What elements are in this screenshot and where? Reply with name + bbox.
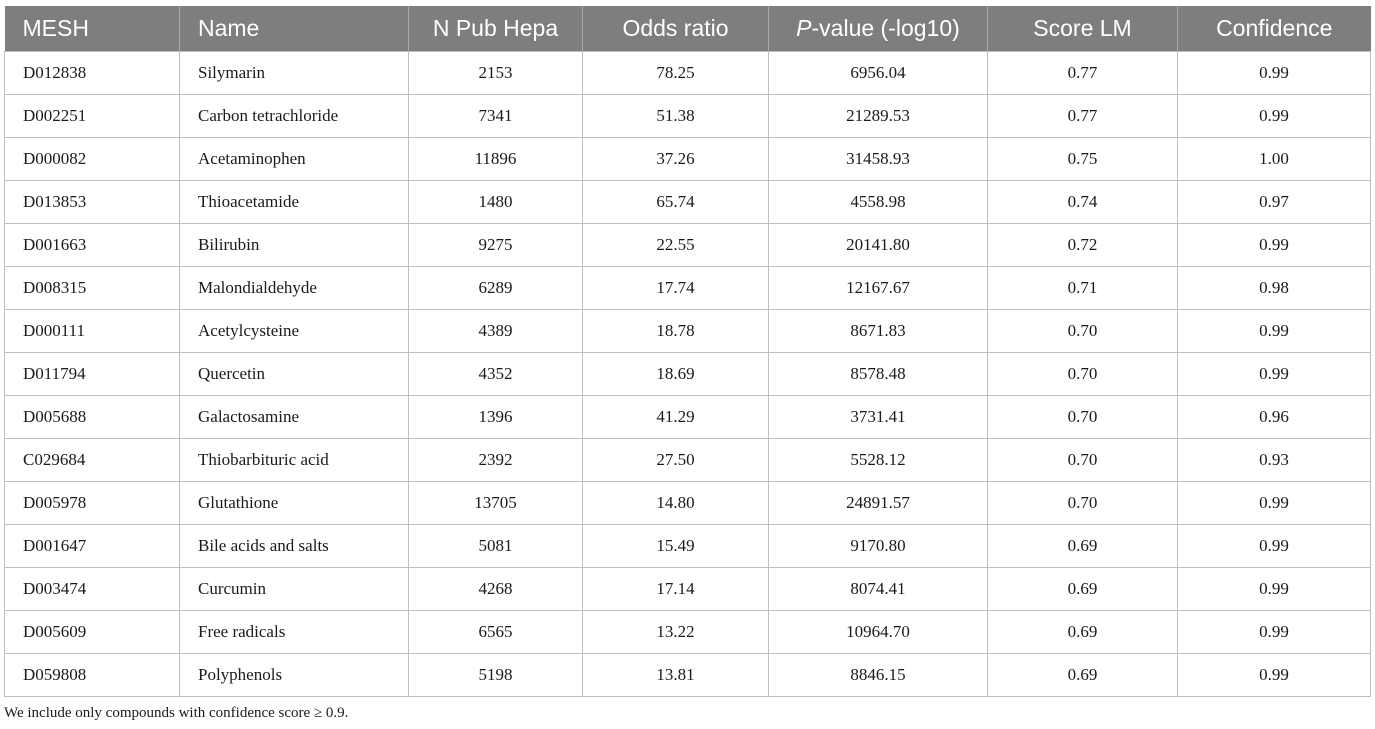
odds-ratio-cell: 15.49 xyxy=(583,525,769,568)
name-cell: Bile acids and salts xyxy=(180,525,409,568)
header-italic-part: P xyxy=(796,15,812,41)
table-row xyxy=(5,439,1371,482)
score-lm-cell: 0.70 xyxy=(988,439,1178,482)
score-lm-cell: 0.75 xyxy=(988,138,1178,181)
header-row xyxy=(5,6,1371,52)
name-cell: Thiobarbituric acid xyxy=(180,439,409,482)
p-value-cell: 8578.48 xyxy=(769,353,988,396)
table-row xyxy=(5,654,1371,697)
n-pub-hepa-cell: 4268 xyxy=(409,568,583,611)
n-pub-hepa-cell: 1480 xyxy=(409,181,583,224)
confidence-cell: 0.99 xyxy=(1178,353,1371,396)
n-pub-hepa-cell: 2392 xyxy=(409,439,583,482)
name-cell: Curcumin xyxy=(180,568,409,611)
odds-ratio-cell: 78.25 xyxy=(583,52,769,95)
score-lm-cell: 0.70 xyxy=(988,396,1178,439)
n-pub-hepa-cell: 9275 xyxy=(409,224,583,267)
p-value-header xyxy=(769,6,988,52)
confidence-cell: 0.99 xyxy=(1178,568,1371,611)
compound-table-container xyxy=(4,6,1370,697)
mesh-cell: D000082 xyxy=(5,138,180,181)
odds-ratio-cell: 27.50 xyxy=(583,439,769,482)
header-label: Odds ratio xyxy=(622,15,729,41)
header-label: Confidence xyxy=(1216,15,1333,41)
odds-ratio-cell: 22.55 xyxy=(583,224,769,267)
name-cell: Free radicals xyxy=(180,611,409,654)
odds-ratio-cell: 18.78 xyxy=(583,310,769,353)
confidence-cell: 0.99 xyxy=(1178,611,1371,654)
table-body xyxy=(5,52,1371,697)
table-row xyxy=(5,611,1371,654)
n-pub-hepa-cell: 11896 xyxy=(409,138,583,181)
n-pub-hepa-cell: 1396 xyxy=(409,396,583,439)
header-label: N Pub Hepa xyxy=(432,15,559,41)
mesh-cell: D005688 xyxy=(5,396,180,439)
table-row xyxy=(5,267,1371,310)
odds-ratio-cell: 51.38 xyxy=(583,95,769,138)
score-lm-cell: 0.70 xyxy=(988,353,1178,396)
confidence-cell: 0.99 xyxy=(1178,310,1371,353)
n-pub-hepa-cell: 7341 xyxy=(409,95,583,138)
p-value-cell: 20141.80 xyxy=(769,224,988,267)
confidence-cell: 0.99 xyxy=(1178,525,1371,568)
score-lm-cell: 0.77 xyxy=(988,95,1178,138)
name-header xyxy=(180,6,409,52)
mesh-cell: D013853 xyxy=(5,181,180,224)
p-value-cell: 10964.70 xyxy=(769,611,988,654)
table-row xyxy=(5,138,1371,181)
p-value-cell: 31458.93 xyxy=(769,138,988,181)
name-cell: Quercetin xyxy=(180,353,409,396)
score-lm-cell: 0.71 xyxy=(988,267,1178,310)
odds-ratio-header xyxy=(583,6,769,52)
odds-ratio-cell: 37.26 xyxy=(583,138,769,181)
n-pub-hepa-cell: 6565 xyxy=(409,611,583,654)
score-lm-cell: 0.74 xyxy=(988,181,1178,224)
table-row xyxy=(5,95,1371,138)
mesh-cell: D001647 xyxy=(5,525,180,568)
p-value-cell: 6956.04 xyxy=(769,52,988,95)
odds-ratio-cell: 13.81 xyxy=(583,654,769,697)
n-pub-hepa-cell: 5198 xyxy=(409,654,583,697)
compound-table xyxy=(4,6,1371,697)
p-value-cell: 8671.83 xyxy=(769,310,988,353)
odds-ratio-cell: 17.74 xyxy=(583,267,769,310)
p-value-cell: 21289.53 xyxy=(769,95,988,138)
name-cell: Silymarin xyxy=(180,52,409,95)
odds-ratio-cell: 65.74 xyxy=(583,181,769,224)
mesh-cell: D003474 xyxy=(5,568,180,611)
score-lm-cell: 0.69 xyxy=(988,568,1178,611)
name-cell: Thioacetamide xyxy=(180,181,409,224)
mesh-cell: D059808 xyxy=(5,654,180,697)
p-value-cell: 8074.41 xyxy=(769,568,988,611)
confidence-cell: 0.99 xyxy=(1178,654,1371,697)
score-lm-cell: 0.70 xyxy=(988,310,1178,353)
header-label: -value (-log10) xyxy=(811,15,960,41)
header-label: MESH xyxy=(22,15,89,41)
mesh-cell: D005978 xyxy=(5,482,180,525)
p-value-cell: 5528.12 xyxy=(769,439,988,482)
table-row xyxy=(5,52,1371,95)
table-row xyxy=(5,396,1371,439)
confidence-cell: 1.00 xyxy=(1178,138,1371,181)
mesh-cell: D001663 xyxy=(5,224,180,267)
name-cell: Bilirubin xyxy=(180,224,409,267)
odds-ratio-cell: 18.69 xyxy=(583,353,769,396)
p-value-cell: 9170.80 xyxy=(769,525,988,568)
p-value-cell: 8846.15 xyxy=(769,654,988,697)
n-pub-hepa-cell: 2153 xyxy=(409,52,583,95)
mesh-cell: C029684 xyxy=(5,439,180,482)
score-lm-cell: 0.69 xyxy=(988,525,1178,568)
confidence-cell: 0.99 xyxy=(1178,95,1371,138)
name-cell: Malondialdehyde xyxy=(180,267,409,310)
name-cell: Acetaminophen xyxy=(180,138,409,181)
n-pub-hepa-cell: 13705 xyxy=(409,482,583,525)
mesh-cell: D002251 xyxy=(5,95,180,138)
score-lm-cell: 0.77 xyxy=(988,52,1178,95)
score-lm-cell: 0.72 xyxy=(988,224,1178,267)
odds-ratio-cell: 14.80 xyxy=(583,482,769,525)
name-cell: Glutathione xyxy=(180,482,409,525)
table-row xyxy=(5,310,1371,353)
table-row xyxy=(5,353,1371,396)
header-label: Name xyxy=(198,15,260,41)
n-pub-hepa-cell: 4352 xyxy=(409,353,583,396)
mesh-cell: D012838 xyxy=(5,52,180,95)
table-row xyxy=(5,181,1371,224)
table-footnote: We include only compounds with confidence score ≥ 0.9. xyxy=(4,705,349,721)
table-row xyxy=(5,224,1371,267)
n-pub-hepa-cell: 5081 xyxy=(409,525,583,568)
score-lm-cell: 0.69 xyxy=(988,611,1178,654)
confidence-header xyxy=(1178,6,1371,52)
confidence-cell: 0.98 xyxy=(1178,267,1371,310)
confidence-cell: 0.97 xyxy=(1178,181,1371,224)
odds-ratio-cell: 41.29 xyxy=(583,396,769,439)
p-value-cell: 24891.57 xyxy=(769,482,988,525)
confidence-cell: 0.93 xyxy=(1178,439,1371,482)
table-row xyxy=(5,525,1371,568)
score-lm-cell: 0.70 xyxy=(988,482,1178,525)
mesh-cell: D005609 xyxy=(5,611,180,654)
n-pub-hepa-header xyxy=(409,6,583,52)
score-lm-cell: 0.69 xyxy=(988,654,1178,697)
n-pub-hepa-cell: 4389 xyxy=(409,310,583,353)
name-cell: Galactosamine xyxy=(180,396,409,439)
odds-ratio-cell: 13.22 xyxy=(583,611,769,654)
mesh-cell: D011794 xyxy=(5,353,180,396)
p-value-cell: 12167.67 xyxy=(769,267,988,310)
confidence-cell: 0.99 xyxy=(1178,224,1371,267)
table-row xyxy=(5,568,1371,611)
name-cell: Polyphenols xyxy=(180,654,409,697)
table-row xyxy=(5,482,1371,525)
confidence-cell: 0.99 xyxy=(1178,52,1371,95)
n-pub-hepa-cell: 6289 xyxy=(409,267,583,310)
p-value-cell: 3731.41 xyxy=(769,396,988,439)
mesh-header xyxy=(5,6,180,52)
mesh-cell: D000111 xyxy=(5,310,180,353)
table-header xyxy=(5,6,1371,52)
odds-ratio-cell: 17.14 xyxy=(583,568,769,611)
header-label: Score LM xyxy=(1033,15,1132,41)
name-cell: Carbon tetrachloride xyxy=(180,95,409,138)
score-lm-header xyxy=(988,6,1178,52)
name-cell: Acetylcysteine xyxy=(180,310,409,353)
mesh-cell: D008315 xyxy=(5,267,180,310)
confidence-cell: 0.99 xyxy=(1178,482,1371,525)
confidence-cell: 0.96 xyxy=(1178,396,1371,439)
p-value-cell: 4558.98 xyxy=(769,181,988,224)
